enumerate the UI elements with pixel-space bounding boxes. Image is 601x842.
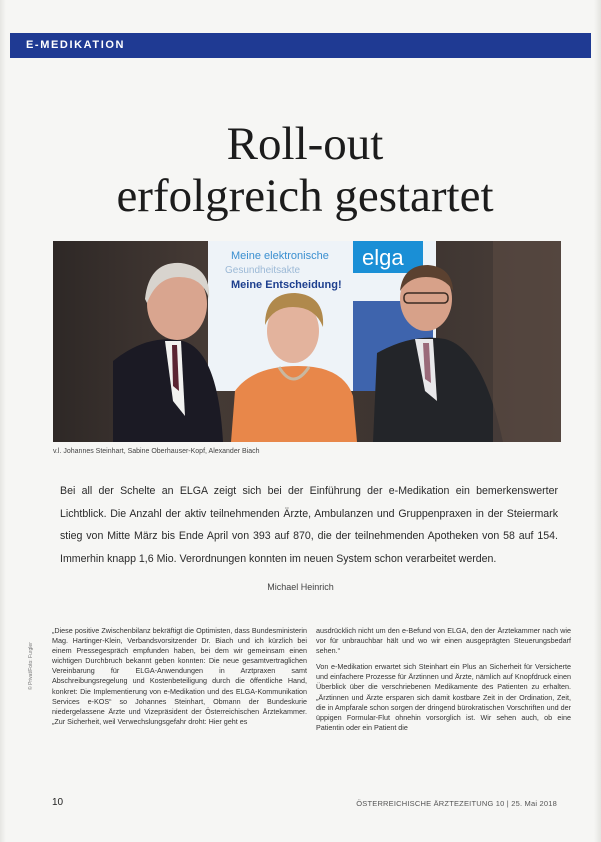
headline-line-2: erfolgreich gestartet — [116, 170, 494, 222]
body-paragraph: „Diese positive Zwischenbilanz bekräftigt die Optimisten, dass Bundesministerin Mag. Hartinger-Klein, Verbandsvorsitzender Dr. Biach und ich kürzlich bei einem Pressegespräch empfunden haben, bei dem wir gemeinsam einen wichtigen Durchbruch bekannt geben konnten: Die neue gesamtvertraglichen Vereinbarung für ELGA-Anwendungen in Arztpraxen samt Abschreibungsregelung und Kostenbeteiligung durch die öffentliche Hand, konkret: Die Implementierung von e-Medikation und des ELGA-Kommunikation Services e-KOS“ so Johannes Steinhart, Obmann der Bundeskurie niedergelassene Ärzte und Vizepräsident der Österreichischen Ärztekammer. „Zur Sicherheit, weil Verwechslungsgefahr droht: Hier geht es — [52, 626, 307, 726]
person-center-jacket — [231, 366, 357, 442]
article-headline — [40, 118, 570, 222]
headline-line-1: Roll-out — [226, 118, 384, 170]
lead-paragraph: Bei all der Schelte an ELGA zeigt sich bei der Einführung der e-Medikation ein bemerkenswerter Lichtblick. Die Anzahl der aktiv teilnehmenden Ärzte, Ambulanzen und Gruppenpraxen in der Steiermark stieg von Mitte März bis Ende April von 393 auf 870, die der teilnehmenden Apotheken von 58 auf 154. Immerhin knapp 1,6 Mio. Verordnungen konnten im neuen System schon verarbeitet werden. — [60, 485, 558, 565]
photo-illustration — [53, 241, 561, 442]
body-column-right — [316, 626, 571, 739]
running-footer: ÖSTERREICHISCHE ÄRZTEZEITUNG 10 | 25. Mai 2018 — [356, 799, 557, 808]
section-bar — [10, 33, 591, 58]
photo-credit: © Privat/Foto: Furgler — [28, 642, 34, 690]
banner-line-2: Gesundheitsakte — [225, 265, 301, 276]
photo-caption: v.l. Johannes Steinhart, Sabine Oberhauser-Kopf, Alexander Biach — [53, 448, 260, 455]
banner-line-3: Meine Entscheidung! — [231, 279, 342, 291]
banner-line-1: Meine elektronische — [231, 250, 329, 262]
body-paragraph: Von e-Medikation erwartet sich Steinhart ein Plus an Sicherheit für Versicherte und einfachere Prozesse für Ärztinnen und Ärzte, nämlich auf Knopfdruck einen Überblick über die verschriebenen Medikamente des Patienten zu erhalten. „Ärztinnen und Ärzte ersparen sich damit kostbare Zeit in der Ordination, Zeit, die in Ampfarale schon sorgen der dringend bürokratischen Vorschriften und der üppigen Formular-Flut ohnehin vorsorglich ist. Wir sehen auch, ob eine Patientin oder ein Patient die — [316, 662, 571, 732]
body-paragraph: ausdrücklich nicht um den e-Befund von ELGA, den der Ärztekammer nach wie vor für unbrauchbar hält und wo wir einen ausgeprägten Steuerungsbedarf sehen.“ — [316, 626, 571, 656]
section-label: E-MEDIKATION — [26, 39, 126, 51]
elga-logo-text: elga — [362, 245, 404, 270]
body-column-left — [52, 626, 307, 733]
author-byline: Michael Heinrich — [267, 582, 334, 592]
article-photo — [53, 241, 561, 442]
page-number: 10 — [52, 797, 64, 808]
